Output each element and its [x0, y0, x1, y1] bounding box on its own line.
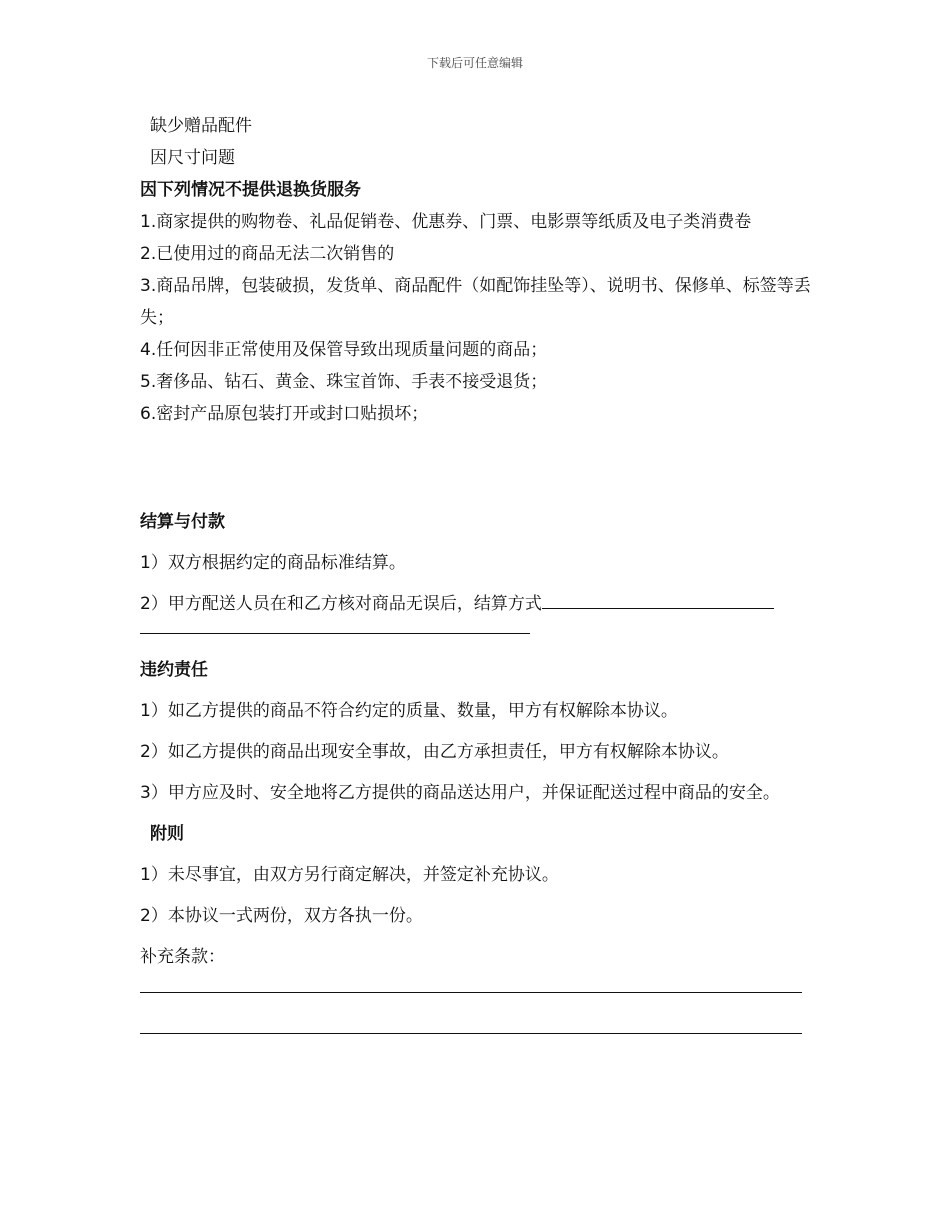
spacer: [140, 430, 820, 508]
settlement-item: 1）双方根据约定的商品标准结算。: [140, 553, 406, 573]
no-return-item: 5.奢侈品、钻石、黄金、珠宝首饰、手表不接受退货；: [140, 372, 548, 392]
supplement-label: 补充条款：: [140, 947, 225, 967]
settlement-method-blank[interactable]: [542, 590, 774, 609]
no-return-item: 2.已使用过的商品无法二次销售的: [140, 244, 395, 264]
section-heading-settlement: 结算与付款: [140, 512, 225, 532]
supplement-blank-line-2[interactable]: [140, 1033, 802, 1034]
section-heading-no-return: 因下列情况不提供退换货服务: [140, 180, 361, 200]
no-return-item: 6.密封产品原包装打开或封口贴损坏；: [140, 404, 429, 424]
settlement-method-blank-line[interactable]: [140, 633, 530, 634]
settlement-item-text: 2）甲方配送人员在和乙方核对商品无误后，结算方式: [140, 594, 542, 614]
appendix-item: 2）本协议一式两份，双方各执一份。: [140, 906, 423, 926]
no-return-item: 3.商品吊牌，包装破损，发货单、商品配件（如配饰挂坠等）、说明书、保修单、标签等丢失；: [140, 276, 811, 328]
section-heading-breach: 违约责任: [140, 660, 208, 680]
settlement-item-2: [140, 590, 820, 619]
breach-item: 2）如乙方提供的商品出现安全事故，由乙方承担责任，甲方有权解除本协议。: [140, 742, 729, 762]
supplement-blank-line-1[interactable]: [140, 992, 802, 993]
breach-item: 3）甲方应及时、安全地将乙方提供的商品送达用户，并保证配送过程中商品的安全。: [140, 783, 780, 803]
document-body: [140, 110, 820, 1034]
breach-item: 1）如乙方提供的商品不符合约定的质量、数量，甲方有权解除本协议。: [140, 701, 678, 721]
no-return-item: 4.任何因非正常使用及保管导致出现质量问题的商品；: [140, 340, 548, 360]
no-return-item: 1.商家提供的购物卷、礼品促销卷、优惠券、门票、电影票等纸质及电子类消费卷: [140, 212, 752, 232]
section-heading-appendix: 附则: [150, 824, 184, 844]
list-item: 因尺寸问题: [150, 148, 235, 168]
list-item: 缺少赠品配件: [150, 116, 252, 136]
appendix-item: 1）未尽事宜，由双方另行商定解决，并签定补充协议。: [140, 865, 559, 885]
page-header: 下载后可任意编辑: [426, 56, 523, 70]
